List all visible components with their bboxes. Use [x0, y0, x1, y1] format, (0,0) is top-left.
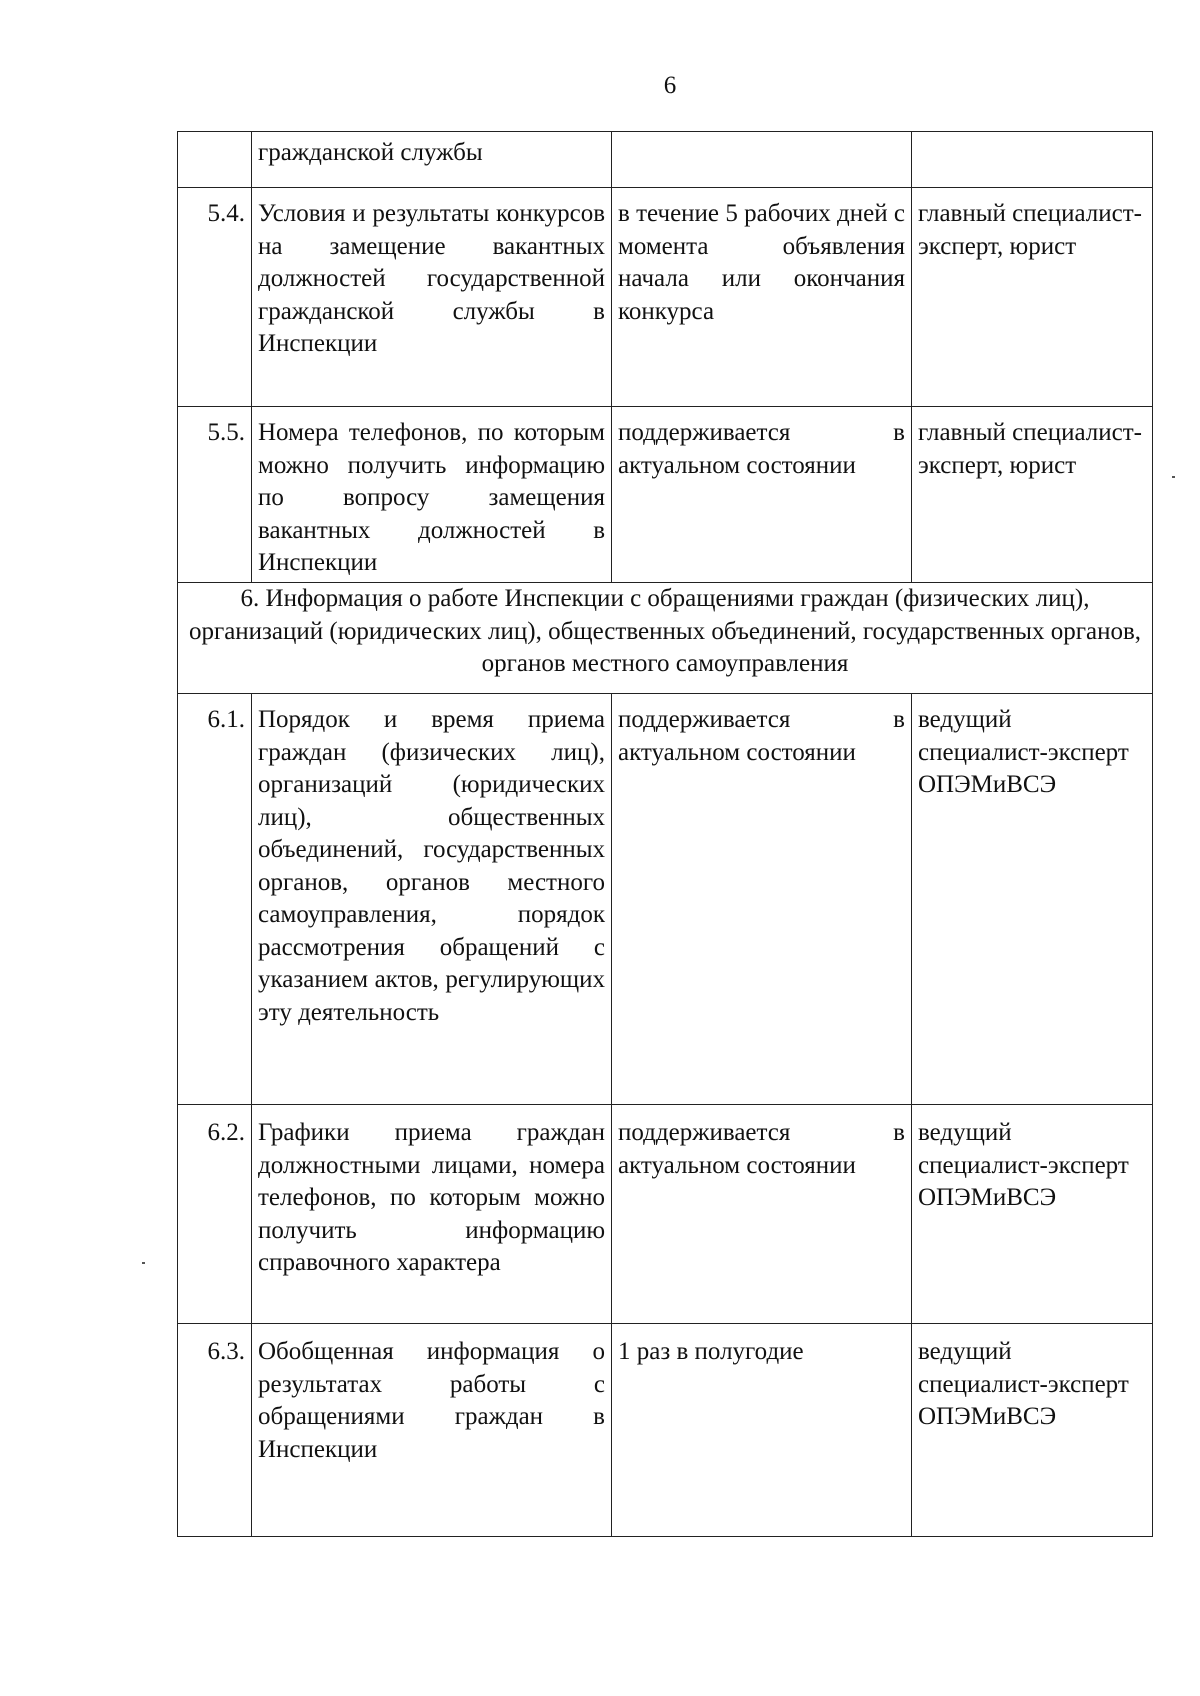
section-6-cell: [178, 583, 1153, 694]
row-name: Номера телефонов, по которым можно получить информацию по вопросу замещения вакантных должностей в Инспекции: [252, 407, 612, 583]
row-number: [178, 132, 252, 188]
row-name: Порядок и время приема граждан (физических лиц), организаций (юридических лиц), общественных объединений, государственных органов, органов местного самоуправления, порядок рассмотрения обращений с указанием актов, регулирующих эту деятельность: [252, 694, 612, 1105]
table-row: [178, 1324, 1153, 1537]
row-term: 1 раз в полугодие: [612, 1324, 912, 1537]
row-responsible: [912, 132, 1153, 188]
row-number: 6.3.: [178, 1324, 252, 1537]
table-row: [178, 407, 1153, 583]
page-number: 6: [663, 72, 677, 99]
row-term: поддерживается в актуальном состоянии: [612, 407, 912, 583]
row-name: Условия и результаты конкурсов на замещение вакантных должностей государственной гражданской службы в Инспекции: [252, 188, 612, 407]
row-name: Обобщенная информация о результатах работы с обращениями граждан в Инспекции: [252, 1324, 612, 1537]
row-responsible: главный специалист-эксперт, юрист: [912, 188, 1153, 407]
row-name: Графики приема граждан должностными лицами, номера телефонов, по которым можно получить информацию справочного характера: [252, 1105, 612, 1324]
row-responsible: ведущий специалист-эксперт ОПЭМиВСЭ: [912, 1324, 1153, 1537]
table-row: [178, 188, 1153, 407]
row-name: гражданской службы: [252, 132, 612, 188]
scan-speck: [1172, 476, 1175, 478]
row-number: 6.2.: [178, 1105, 252, 1324]
scan-speck: [142, 1262, 145, 1264]
table-row: [178, 694, 1153, 1105]
section-header-row: [178, 583, 1153, 694]
row-term: поддерживается в актуальном состоянии: [612, 1105, 912, 1324]
row-responsible: ведущий специалист-эксперт ОПЭМиВСЭ: [912, 1105, 1153, 1324]
row-responsible: главный специалист-эксперт, юрист: [912, 407, 1153, 583]
row-term: [612, 132, 912, 188]
row-responsible: ведущий специалист-эксперт ОПЭМиВСЭ: [912, 694, 1153, 1105]
row-term: в течение 5 рабочих дней с момента объявления начала или окончания конкурса: [612, 188, 912, 407]
row-number: 5.4.: [178, 188, 252, 407]
table-row: [178, 1105, 1153, 1324]
table-row: [178, 132, 1153, 188]
section-6-title: 6. Информация о работе Инспекции с обращениями граждан (физических лиц), организаций (юридических лиц), общественных объединений, государственных органов, органов местного самоуправления: [188, 585, 1142, 677]
row-number: 6.1.: [178, 694, 252, 1105]
row-number: 5.5.: [178, 407, 252, 583]
information-table: [177, 131, 1153, 1537]
row-term: поддерживается в актуальном состоянии: [612, 694, 912, 1105]
